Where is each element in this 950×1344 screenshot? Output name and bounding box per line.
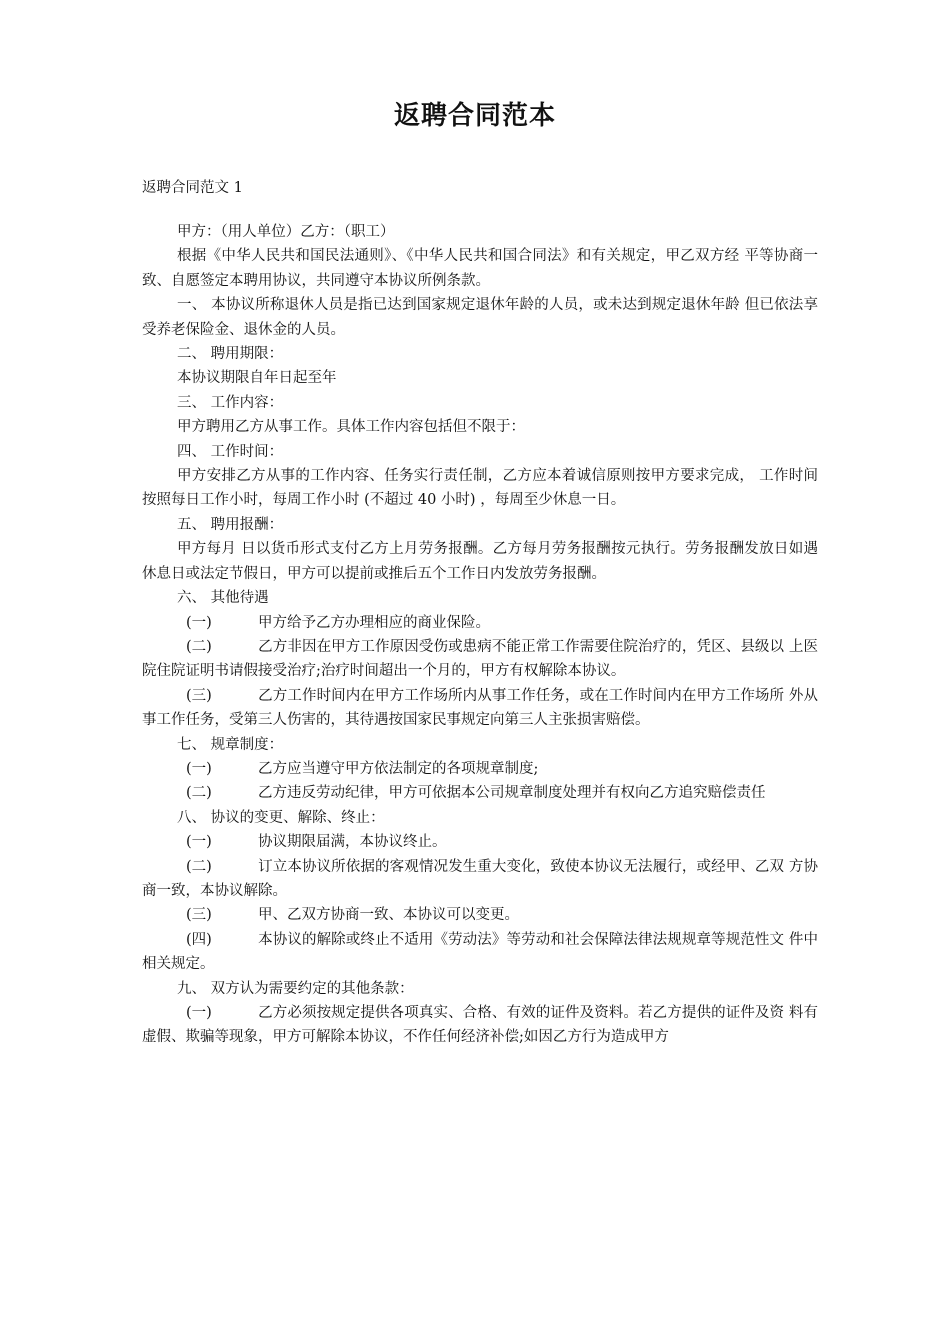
clause-6-item	[142, 611, 818, 635]
item-number: (二)	[186, 638, 212, 655]
item-text: 乙方应当遵守甲方依法制定的各项规章制度;	[258, 760, 539, 777]
clause-5-text: 甲方每月 日以货币形式支付乙方上月劳务报酬。乙方每月劳务报酬按元执行。劳务报酬发放日如遇休息日或法定节假日，甲方可以提前或推后五个工作日内发放劳务报酬。	[142, 541, 818, 582]
clause-8-heading: 八、 协议的变更、解除、终止：	[177, 809, 385, 826]
clause-9-heading: 九、 双方认为需要约定的其他条款：	[177, 980, 414, 997]
item-number: (二)	[186, 785, 212, 802]
clause-4-heading: 四、 工作时间：	[177, 443, 284, 460]
clause-7-item	[142, 757, 818, 781]
item-text: 乙方必须按规定提供各项真实、合格、有效的证件及资料。若乙方提供的证件及资 料有虚假、欺骗等现象，甲方可解除本协议，不作任何经济补偿;如因乙方行为造成甲方	[142, 1005, 818, 1046]
document-subtitle: 返聘合同范文 1	[142, 180, 243, 196]
item-text: 协议期限届满，本协议终止。	[258, 834, 447, 851]
item-number: (一)	[186, 834, 212, 851]
item-text: 甲、乙双方协商一致、本协议可以变更。	[258, 907, 519, 924]
clause-8-item	[142, 855, 818, 904]
document-body	[142, 220, 818, 1050]
parties-line: 甲方：（用人单位）乙方：（职工）	[177, 224, 395, 240]
document-title: 返聘合同范本	[393, 101, 556, 131]
clause-5-heading: 五、 聘用报酬：	[177, 516, 284, 533]
clause-8-item	[142, 928, 818, 977]
preamble-paragraph: 根据《中华人民共和国民法通则》、《中华人民共和国合同法》和有关规定，甲乙双方经 平等协商一致、自愿签定本聘用协议，共同遵守本协议所例条款。	[142, 248, 818, 289]
item-number: (二)	[186, 858, 212, 875]
clause-2-heading: 二、 聘用期限：	[177, 346, 284, 363]
clause-6-heading: 六、 其他待遇	[177, 590, 269, 607]
clause-2-text: 本协议期限自年日起至年	[177, 370, 337, 387]
item-number: (三)	[186, 907, 212, 924]
item-number: (一)	[186, 1005, 212, 1021]
clause-7-heading: 七、 规章制度：	[177, 736, 284, 753]
item-text: 本协议的解除或终止不适用《劳动法》等劳动和社会保障法律法规规章等规范性文 件中相关规定。	[142, 931, 818, 973]
clause-8-item	[142, 903, 818, 927]
item-text: 订立本协议所依据的客观情况发生重大变化，致使本协议无法履行，或经甲、乙双 方协商一致，本协议解除。	[142, 858, 818, 899]
clause-8-item	[142, 830, 818, 854]
item-number: (三)	[186, 687, 212, 704]
item-text: 乙方违反劳动纪律，甲方可依据本公司规章制度处理并有权向乙方追究赔偿责任	[258, 785, 766, 802]
item-text: 甲方给予乙方办理相应的商业保险。	[258, 614, 490, 631]
clause-6-item	[142, 684, 818, 733]
item-number: (一)	[186, 614, 212, 631]
clause-3-heading: 三、 工作内容：	[177, 394, 284, 411]
item-text: 乙方工作时间内在甲方工作场所内从事工作任务，或在工作时间内在甲方工作场所 外从事工作任务，受第三人伤害的，其待遇按国家民事规定向第三人主张损害赔偿。	[142, 687, 818, 729]
clause-3-text: 甲方聘用乙方从事工作。具体工作内容包括但不限于：	[177, 419, 525, 436]
clause-1-paragraph: 一、 本协议所称退休人员是指已达到国家规定退休年龄的人员，或未达到规定退休年龄 但已依法享受养老保险金、退休金的人员。	[142, 297, 818, 338]
clause-9-item	[142, 1001, 818, 1050]
item-number: (一)	[186, 760, 212, 777]
clause-6-item	[142, 635, 818, 684]
clause-4-text: 甲方安排乙方从事的工作内容、任务实行责任制，乙方应本着诚信原则按甲方要求完成， 工作时间按照每日工作小时，每周工作小时 (不超过 40 小时) ，每周至少休息一日。	[142, 468, 818, 509]
item-number: (四)	[186, 931, 212, 948]
clause-7-item	[142, 781, 818, 805]
item-text: 乙方非因在甲方工作原因受伤或患病不能正常工作需要住院治疗的，凭区、县级以 上医院住院证明书请假接受治疗;治疗时间超出一个月的，甲方有权解除本协议。	[142, 638, 818, 680]
